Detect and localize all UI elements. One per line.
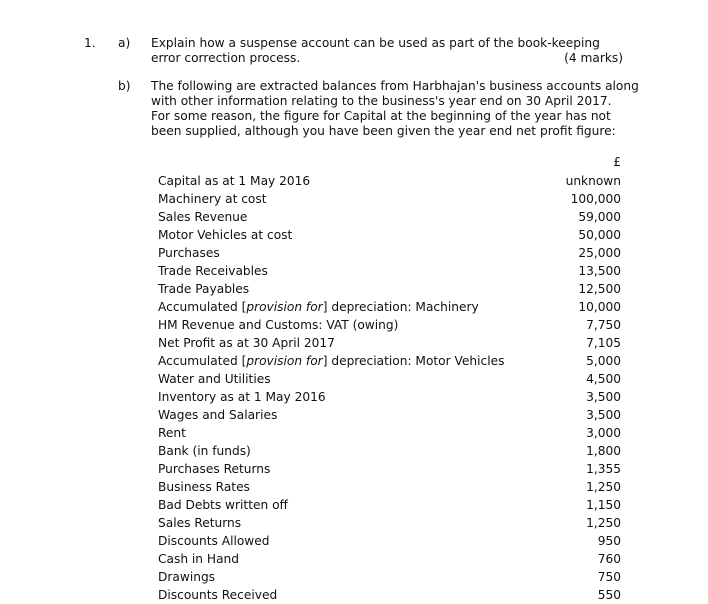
part-a-text bbox=[151, 36, 600, 66]
part-b-line-4: been supplied, although you have been given the year end net profit figure: bbox=[151, 124, 616, 138]
balance-amount: 50,000 bbox=[578, 228, 621, 242]
balance-label: HM Revenue and Customs: VAT (owing) bbox=[158, 318, 399, 332]
question-number: 1. bbox=[84, 36, 96, 50]
balances-table bbox=[158, 172, 621, 604]
balance-label: Discounts Allowed bbox=[158, 534, 270, 548]
balance-amount: 12,500 bbox=[578, 282, 621, 296]
table-row bbox=[158, 406, 621, 424]
part-a-marks: (4 marks) bbox=[564, 51, 623, 65]
balance-label: Purchases Returns bbox=[158, 462, 271, 476]
table-row bbox=[158, 568, 621, 586]
table-row bbox=[158, 172, 621, 190]
balance-amount: 100,000 bbox=[570, 192, 621, 206]
balance-amount: 3,500 bbox=[586, 408, 621, 422]
balance-amount: 3,500 bbox=[586, 390, 621, 404]
balance-amount: 1,250 bbox=[586, 480, 621, 494]
balance-amount: 10,000 bbox=[578, 300, 621, 314]
balance-label: Trade Receivables bbox=[158, 264, 268, 278]
balance-amount: 760 bbox=[597, 552, 621, 566]
table-row bbox=[158, 334, 621, 352]
table-row bbox=[158, 532, 621, 550]
balance-label: Inventory as at 1 May 2016 bbox=[158, 390, 326, 404]
table-row bbox=[158, 550, 621, 568]
table-row bbox=[158, 262, 621, 280]
table-row bbox=[158, 208, 621, 226]
balance-label: Sales Revenue bbox=[158, 210, 248, 224]
table-row bbox=[158, 424, 621, 442]
table-row bbox=[158, 280, 621, 298]
balance-label: Trade Payables bbox=[158, 282, 250, 296]
balance-amount: 750 bbox=[597, 570, 621, 584]
part-b-line-1: The following are extracted balances from Harbhajan's business accounts along bbox=[151, 79, 639, 93]
balance-label: Capital as at 1 May 2016 bbox=[158, 174, 311, 188]
table-row bbox=[158, 244, 621, 262]
balance-amount: 7,750 bbox=[586, 318, 621, 332]
part-a-line-1: Explain how a suspense account can be used as part of the book-keeping bbox=[151, 36, 600, 50]
part-b-line-3: For some reason, the figure for Capital at the beginning of the year has not bbox=[151, 109, 611, 123]
balance-amount: 550 bbox=[597, 588, 621, 602]
balance-label: Wages and Salaries bbox=[158, 408, 278, 422]
table-row bbox=[158, 388, 621, 406]
balance-amount: 1,355 bbox=[586, 462, 621, 476]
balance-amount: 1,250 bbox=[586, 516, 621, 530]
balance-amount: 7,105 bbox=[586, 336, 621, 350]
table-row bbox=[158, 586, 621, 604]
balance-amount: 59,000 bbox=[578, 210, 621, 224]
balance-amount: 1,800 bbox=[586, 444, 621, 458]
balance-label: Drawings bbox=[158, 570, 216, 584]
table-row bbox=[158, 226, 621, 244]
part-a-label: a) bbox=[118, 36, 131, 50]
balance-amount: 5,000 bbox=[586, 354, 621, 368]
table-row bbox=[158, 514, 621, 532]
balance-amount: 4,500 bbox=[586, 372, 621, 386]
balance-label: Bank (in funds) bbox=[158, 444, 251, 458]
part-a-line-2: error correction process. bbox=[151, 51, 301, 65]
table-row bbox=[158, 190, 621, 208]
table-row bbox=[158, 478, 621, 496]
balance-label: Water and Utilities bbox=[158, 372, 271, 386]
currency-header: £ bbox=[613, 155, 621, 169]
balance-label: Rent bbox=[158, 426, 186, 440]
balance-label: Net Profit as at 30 April 2017 bbox=[158, 336, 335, 350]
table-row bbox=[158, 496, 621, 514]
balance-label: Sales Returns bbox=[158, 516, 242, 530]
table-row bbox=[158, 316, 621, 334]
part-b-line-2: with other information relating to the business's year end on 30 April 2017. bbox=[151, 94, 612, 108]
balance-amount: 1,150 bbox=[586, 498, 621, 512]
balance-label: Bad Debts written off bbox=[158, 498, 288, 512]
balance-label: Accumulated [provision for] depreciation: Machinery bbox=[158, 300, 479, 314]
table-row bbox=[158, 298, 621, 316]
balance-amount: unknown bbox=[565, 174, 621, 188]
table-row bbox=[158, 442, 621, 460]
part-b-text bbox=[151, 79, 639, 139]
balance-label: Motor Vehicles at cost bbox=[158, 228, 293, 242]
balance-label: Machinery at cost bbox=[158, 192, 267, 206]
balance-label: Discounts Received bbox=[158, 588, 278, 602]
balance-amount: 3,000 bbox=[586, 426, 621, 440]
balance-label: Purchases bbox=[158, 246, 220, 260]
balance-label: Accumulated [provision for] depreciation: Motor Vehicles bbox=[158, 354, 505, 368]
balance-amount: 950 bbox=[597, 534, 621, 548]
balance-label: Cash in Hand bbox=[158, 552, 240, 566]
balance-label: Business Rates bbox=[158, 480, 250, 494]
table-row bbox=[158, 370, 621, 388]
part-b-label: b) bbox=[118, 79, 131, 93]
balance-amount: 13,500 bbox=[578, 264, 621, 278]
balance-amount: 25,000 bbox=[578, 246, 621, 260]
table-row bbox=[158, 460, 621, 478]
table-row bbox=[158, 352, 621, 370]
